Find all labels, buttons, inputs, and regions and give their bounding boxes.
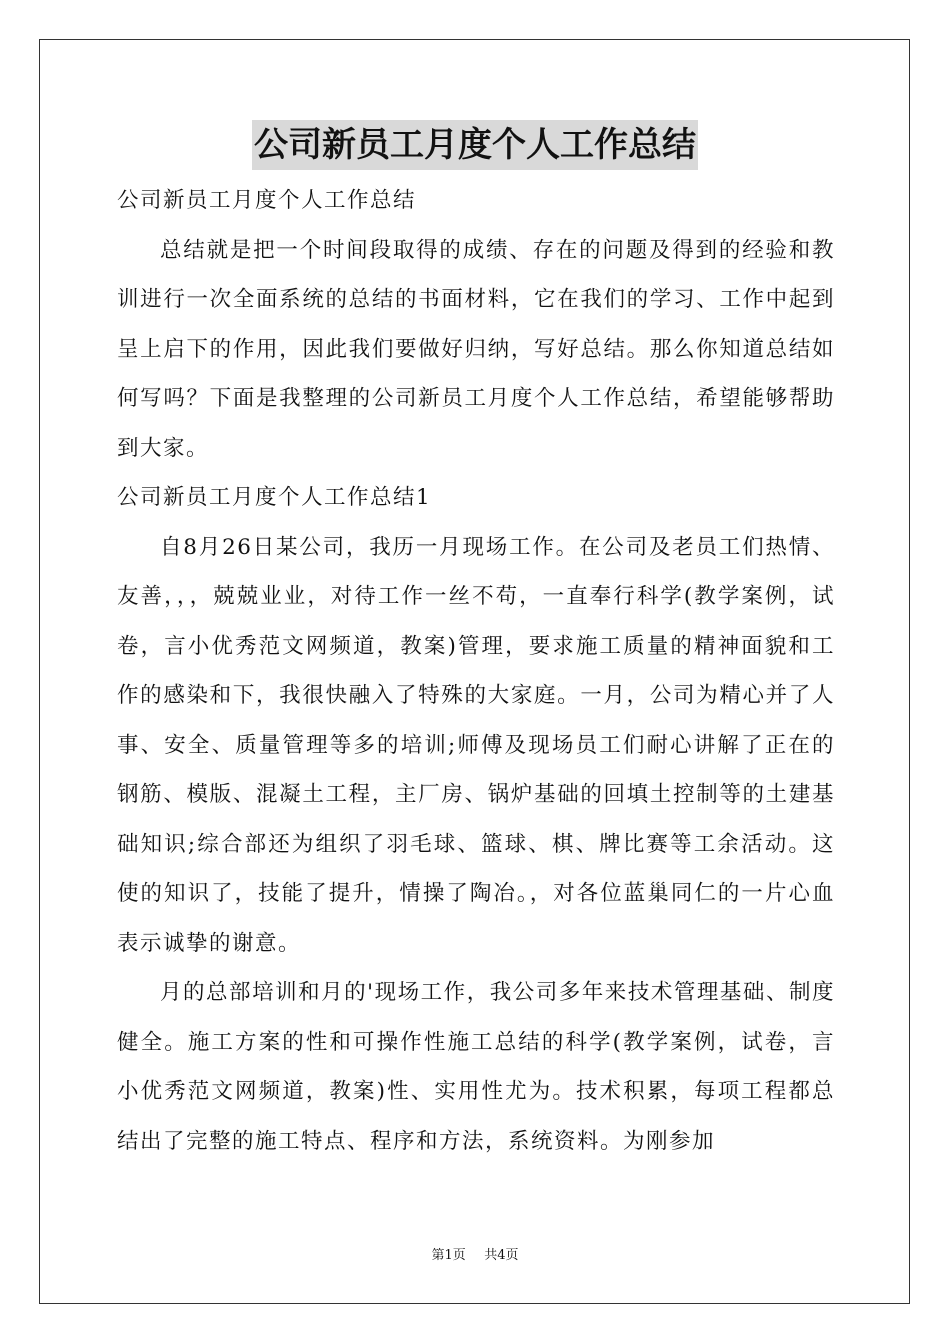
page-number: 第1页 — [431, 1248, 466, 1263]
page-footer — [0, 1246, 950, 1266]
paragraph-0: 公司新员工月度个人工作总结 — [117, 188, 417, 213]
title-area — [0, 120, 950, 170]
paragraph-2: 公司新员工月度个人工作总结1 — [117, 485, 432, 510]
paragraph-3: 自8月26日某公司，我历一月现场工作。在公司及老员工们热情、友善，，，兢兢业业，对待工作一丝不苟，一直奉行科学(教学案例，试卷，言小优秀范文网频道，教案)管理，要求施工质量的精神面貌和工作的感染和下，我很快融入了特殊的大家庭。一月，公司为精心并了人事、安全、质量管理等多的培训;师傅及现场员工们耐心讲解了正在的钢筋、模版、混凝土工程，主厂房、锅炉基础的回填土控制等的土建基础知识;综合部还为组织了羽毛球、篮球、棋、牌比赛等工余活动。这使的知识了，技能了提升，情操了陶冶。，对各位蓝巢同仁的一片心血表示诚挚的谢意。 — [117, 534, 835, 956]
document-title: 公司新员工月度个人工作总结 — [252, 120, 698, 170]
page-total: 共4页 — [484, 1248, 519, 1263]
paragraph-1: 总结就是把一个时间段取得的成绩、存在的问题及得到的经验和教训进行一次全面系统的总结的书面材料，它在我们的学习、工作中起到呈上启下的作用，因此我们要做好归纳，写好总结。那么你知道总结如何写吗？下面是我整理的公司新员工月度个人工作总结，希望能够帮助到大家。 — [117, 237, 835, 461]
paragraph-4: 月的总部培训和月的'现场工作，我公司多年来技术管理基础、制度健全。施工方案的性和可操作性施工总结的科学(教学案例，试卷，言小优秀范文网频道，教案)性、实用性尤为。技术积累，每项工程都总结出了完整的施工特点、程序和方法，系统资料。为刚参加 — [117, 980, 835, 1154]
document-body — [117, 176, 835, 1166]
